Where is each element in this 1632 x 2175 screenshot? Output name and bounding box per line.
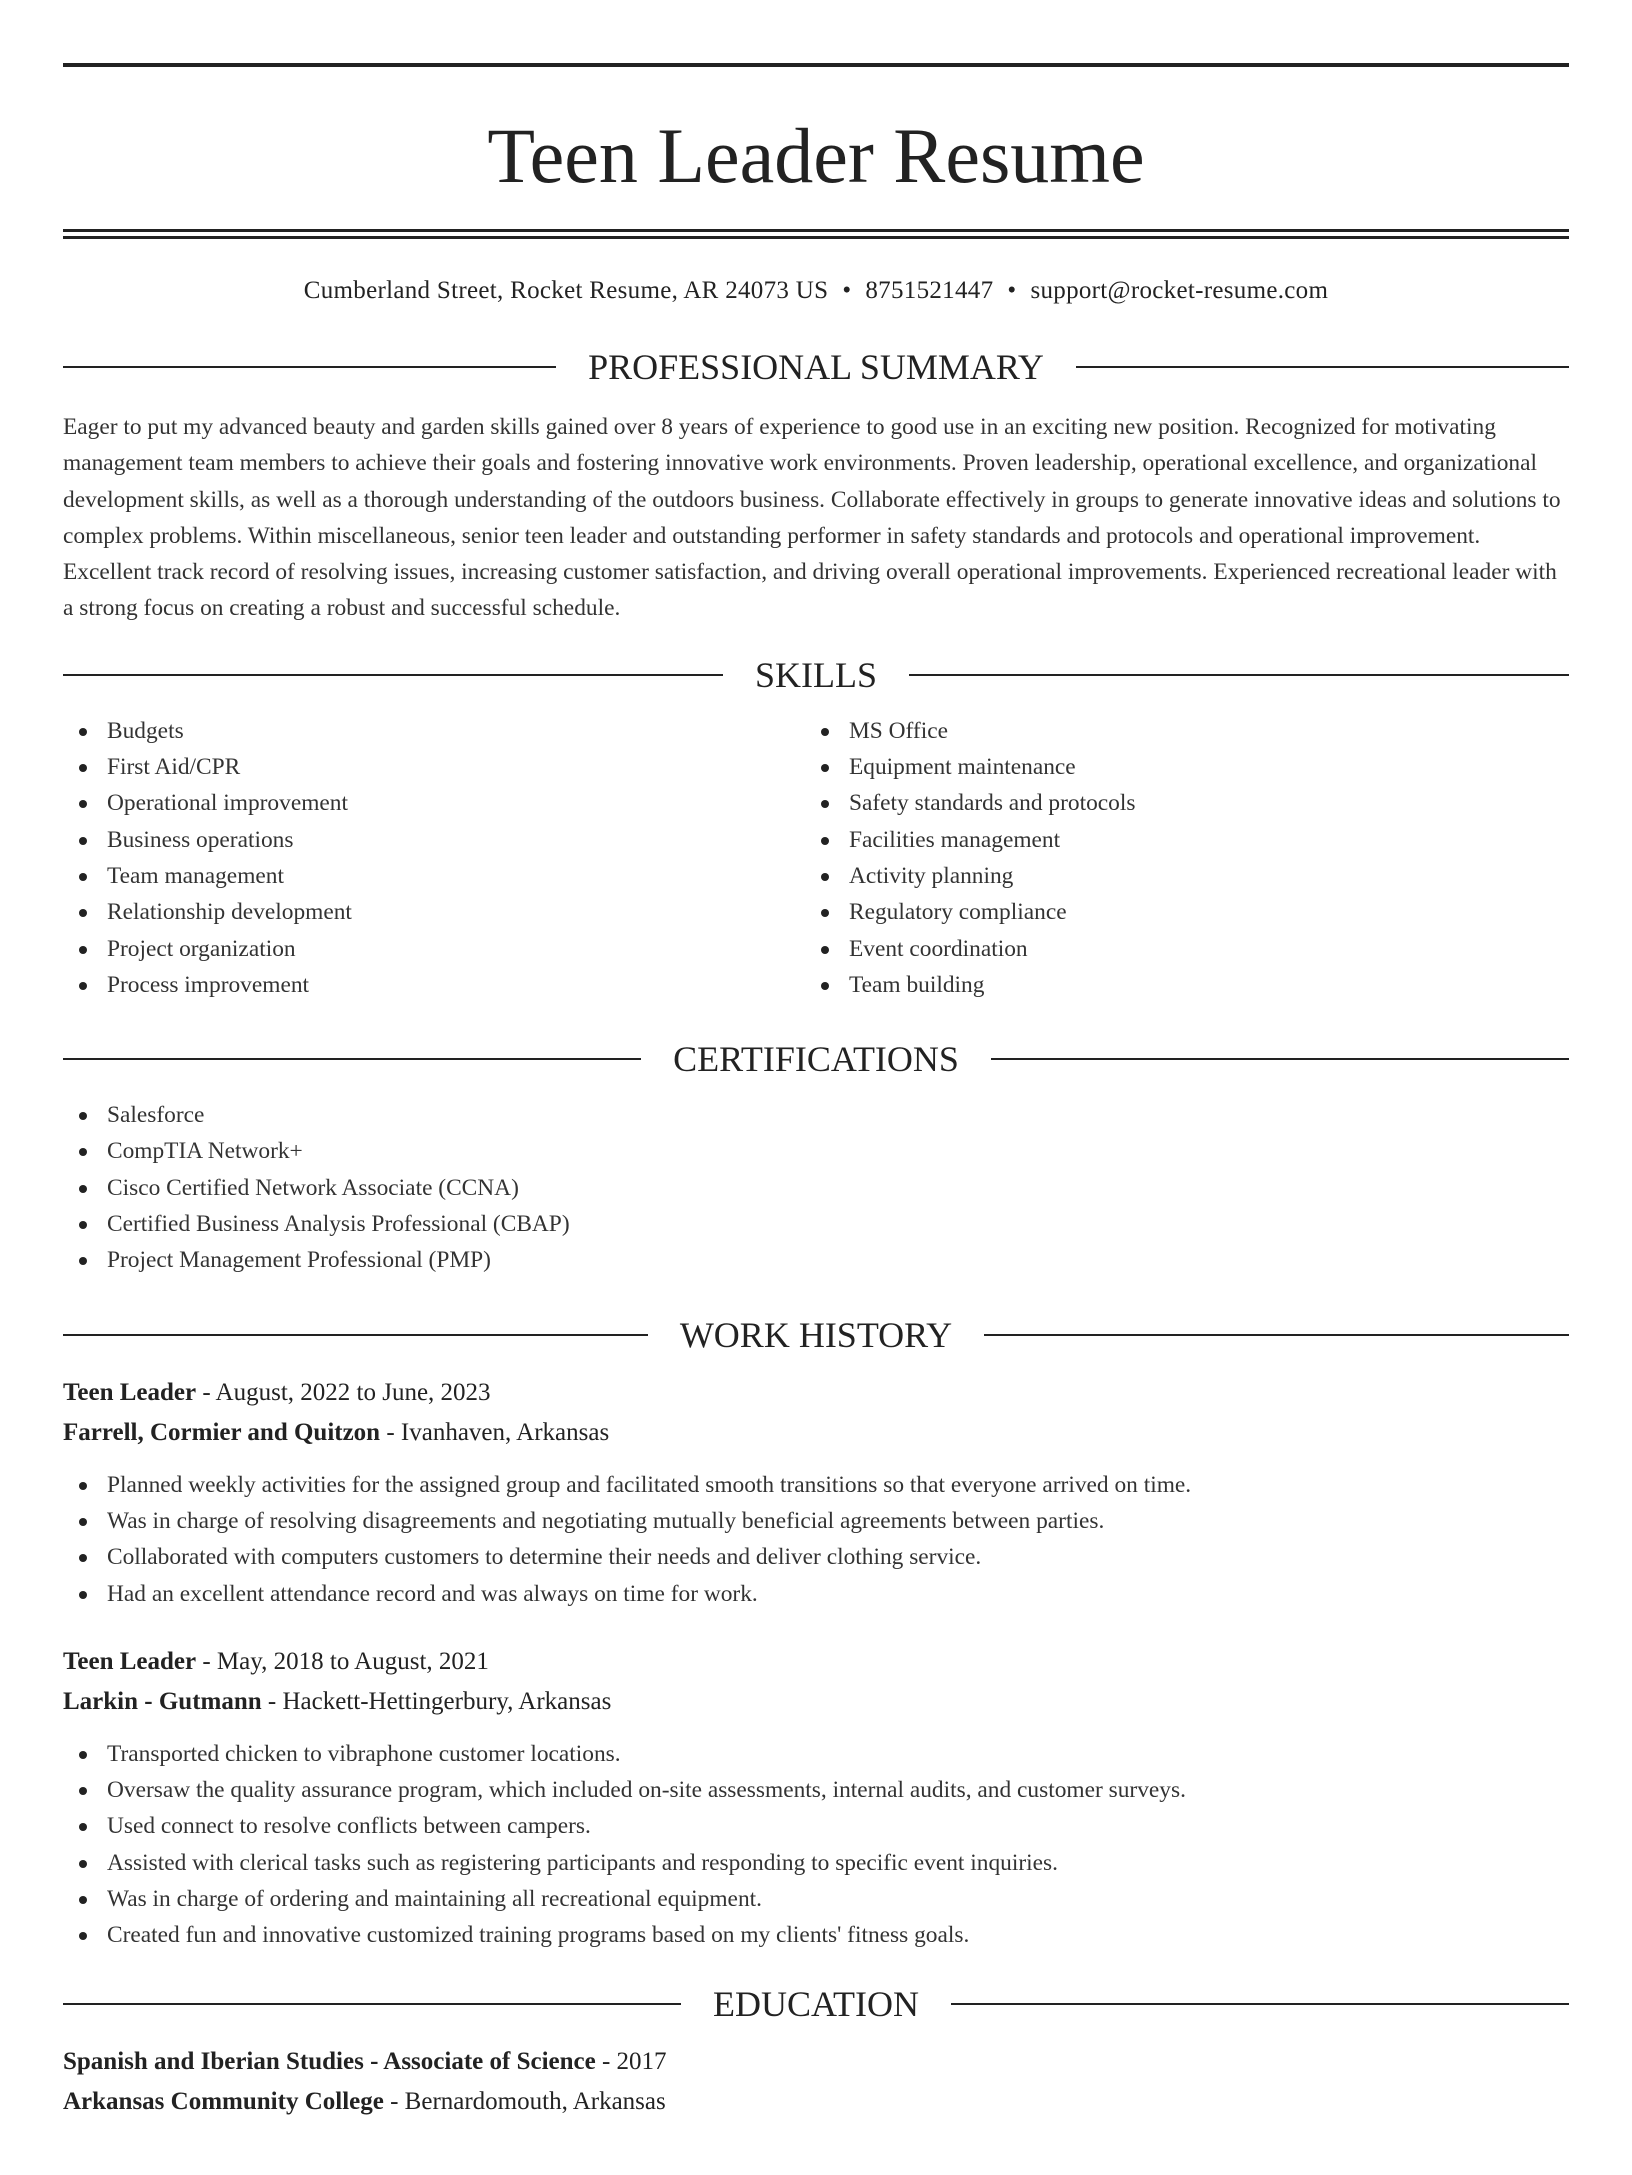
duty-text: Was in charge of ordering and maintaining all recreational equipment. (107, 1886, 762, 1913)
heading-rule (63, 2003, 681, 2005)
contact-separator: • (842, 277, 852, 304)
bullet-icon (79, 1823, 87, 1831)
bullet-icon (821, 909, 829, 917)
bullet-icon (79, 1932, 87, 1940)
list-item (63, 894, 805, 930)
list-item (805, 894, 1547, 930)
work-history-heading-label: WORK HISTORY (679, 1314, 953, 1355)
list-item (63, 931, 805, 967)
bullet-icon (821, 837, 829, 845)
skills-heading-label: SKILLS (755, 654, 878, 695)
work-history-section-heading (63, 1315, 1569, 1355)
skill-label: MS Office (849, 717, 948, 744)
certification-label: Cisco Certified Network Associate (CCNA) (107, 1174, 519, 1201)
skill-label: Process improvement (107, 971, 310, 998)
bullet-icon (79, 1257, 87, 1265)
contact-separator: • (1007, 277, 1017, 304)
duty-text: Used connect to resolve conflicts between campers. (107, 1813, 591, 1840)
skill-label: Event coordination (849, 935, 1028, 962)
job-company: Farrell, Cormier and Quitzon (63, 1418, 381, 1446)
summary-section-heading (63, 347, 1569, 387)
education-location: - Bernardomouth, Arkansas (383, 2087, 666, 2115)
summary-text: Eager to put my advanced beauty and garden skills gained over 8 years of experience to good use in an exciting new position. Recognized for motivating management team members to achieve their goals and fostering innovative work environments. Proven leadership, operational excellence, and organizational development skills, as well as a thorough understanding of the outdoors business. Collaborate effectively in groups to generate innovative ideas and solutions to complex problems. Within miscellaneous, senior teen leader and outstanding performer in safety standards and protocols and operational improvement. Excellent track record of resolving issues, increasing customer satisfaction, and driving overall operational improvements. Experienced recreational leader with a strong focus on creating a robust and successful schedule. (63, 414, 1561, 622)
list-item (63, 1242, 1569, 1278)
certifications-heading-label: CERTIFICATIONS (673, 1039, 959, 1080)
duty-text: Created fun and innovative customized training programs based on my clients' fitness goals. (107, 1922, 970, 1949)
bullet-icon (79, 1518, 87, 1526)
list-item (63, 713, 805, 749)
summary-heading-label: PROFESSIONAL SUMMARY (588, 347, 1044, 387)
bullet-icon (79, 800, 87, 808)
heading-rule (63, 1058, 641, 1060)
bullet-icon (821, 728, 829, 736)
skill-label: Relationship development (107, 899, 352, 926)
bullet-icon (79, 1591, 87, 1599)
list-item (63, 1845, 1569, 1881)
heading-rule (991, 1058, 1569, 1060)
job-dates: - May, 2018 to August, 2021 (196, 1647, 489, 1675)
job-title: Teen Leader (63, 1378, 197, 1406)
contact-address: Cumberland Street, Rocket Resume, AR 24073 US (303, 277, 829, 304)
list-item (805, 967, 1547, 1003)
list-item (63, 822, 805, 858)
bullet-icon (821, 800, 829, 808)
resume-title: Teen Leader Resume (487, 112, 1145, 199)
skills-column-right (805, 713, 1547, 1003)
list-item (63, 1772, 1569, 1808)
duty-text: Assisted with clerical tasks such as registering participants and responding to specific event inquiries. (107, 1849, 1058, 1876)
heading-rule (951, 2003, 1569, 2005)
bullet-icon (79, 1787, 87, 1795)
bullet-icon (79, 1860, 87, 1868)
job-location: - Ivanhaven, Arkansas (380, 1418, 610, 1446)
contact-line (63, 275, 1569, 307)
duty-text: Was in charge of resolving disagreements and negotiating mutually beneficial agreements between parties. (107, 1507, 1105, 1534)
skill-label: Regulatory compliance (849, 899, 1067, 926)
skills-section-heading (63, 655, 1569, 695)
job-company-line (63, 1413, 1569, 1453)
list-item (805, 713, 1547, 749)
skill-label: Safety standards and protocols (849, 790, 1136, 817)
bullet-icon (821, 764, 829, 772)
contact-phone: 8751521447 (865, 277, 994, 304)
bullet-icon (79, 873, 87, 881)
skills-column-left (63, 713, 805, 1003)
job-duties-list (63, 1736, 1569, 1954)
list-item (63, 1206, 1569, 1242)
list-item (805, 858, 1547, 894)
job-title-line (63, 1642, 1569, 1682)
list-item (63, 1917, 1569, 1953)
skill-label: Project organization (107, 935, 296, 962)
skill-label: Facilities management (849, 826, 1061, 853)
bullet-icon (821, 873, 829, 881)
duty-text: Collaborated with computers customers to determine their needs and deliver clothing service. (107, 1544, 982, 1571)
job-entry (63, 1642, 1569, 1954)
certifications-section-heading (63, 1039, 1569, 1079)
bullet-icon (79, 1751, 87, 1759)
skill-label: Equipment maintenance (849, 754, 1076, 781)
skills-list-left (63, 713, 805, 1003)
certification-label: Project Management Professional (PMP) (107, 1247, 491, 1274)
certifications-list (63, 1097, 1569, 1278)
education-section-heading (63, 1984, 1569, 2024)
list-item (63, 1736, 1569, 1772)
list-item (63, 1170, 1569, 1206)
heading-rule (63, 674, 723, 676)
list-item (63, 785, 805, 821)
education-degree: Spanish and Iberian Studies - Associate of Science (63, 2047, 596, 2075)
bullet-icon (79, 1185, 87, 1193)
list-item (805, 749, 1547, 785)
bullet-icon (821, 946, 829, 954)
heading-rule (1076, 366, 1569, 368)
list-item (63, 967, 805, 1003)
job-title: Teen Leader (63, 1647, 197, 1675)
heading-rule (984, 1334, 1569, 1336)
list-item (63, 1503, 1569, 1539)
skill-label: Team management (107, 862, 284, 889)
bullet-icon (79, 837, 87, 845)
list-item (63, 749, 805, 785)
job-entry (63, 1373, 1569, 1612)
list-item (805, 785, 1547, 821)
list-item (63, 1539, 1569, 1575)
list-item (63, 1467, 1569, 1503)
duty-text: Oversaw the quality assurance program, which included on-site assessments, internal audits, and customer surveys. (107, 1777, 1186, 1804)
skill-label: First Aid/CPR (107, 754, 241, 781)
job-title-line (63, 1373, 1569, 1413)
bullet-icon (79, 909, 87, 917)
education-year: - 2017 (595, 2047, 667, 2075)
list-item (63, 1808, 1569, 1844)
skill-label: Business operations (107, 826, 294, 853)
bullet-icon (79, 1482, 87, 1490)
job-location: - Hackett-Hettingerbury, Arkansas (261, 1687, 612, 1715)
job-company-line (63, 1682, 1569, 1722)
duty-text: Had an excellent attendance record and was always on time for work. (107, 1580, 758, 1607)
certification-label: CompTIA Network+ (107, 1138, 303, 1165)
bullet-icon (79, 1148, 87, 1156)
list-item (63, 1133, 1569, 1169)
bullet-icon (79, 946, 87, 954)
bullet-icon (821, 982, 829, 990)
list-item (63, 1576, 1569, 1612)
certification-label: Salesforce (107, 1102, 205, 1129)
list-item (63, 1097, 1569, 1133)
education-school: Arkansas Community College (63, 2087, 384, 2115)
contact-email: support@rocket-resume.com (1030, 277, 1329, 304)
duty-text: Transported chicken to vibraphone customer locations. (107, 1740, 621, 1767)
job-company: Larkin - Gutmann (63, 1687, 262, 1715)
education-entry (63, 2042, 1569, 2122)
bullet-icon (79, 1221, 87, 1229)
skill-label: Budgets (107, 717, 184, 744)
list-item (805, 931, 1547, 967)
duty-text: Planned weekly activities for the assigned group and facilitated smooth transitions so that everyone arrived on time. (107, 1471, 1192, 1498)
title-double-rule (63, 229, 1569, 239)
skill-label: Operational improvement (107, 790, 348, 817)
skills-grid (63, 713, 1569, 1003)
heading-rule (63, 366, 556, 368)
list-item (63, 858, 805, 894)
heading-rule (63, 1334, 648, 1336)
job-duties-list (63, 1467, 1569, 1612)
skill-label: Activity planning (849, 862, 1014, 889)
certification-label: Certified Business Analysis Professional (CBAP) (107, 1211, 570, 1238)
bullet-icon (79, 764, 87, 772)
bullet-icon (79, 1554, 87, 1562)
top-rule (63, 63, 1569, 67)
bullet-icon (79, 1896, 87, 1904)
education-degree-line (63, 2042, 1569, 2082)
education-heading-label: EDUCATION (713, 1983, 919, 2024)
bullet-icon (79, 728, 87, 736)
skill-label: Team building (849, 971, 985, 998)
skills-list-right (805, 713, 1547, 1003)
resume-page (0, 63, 1632, 2175)
education-school-line (63, 2082, 1569, 2122)
heading-rule (909, 674, 1569, 676)
bullet-icon (79, 1112, 87, 1120)
job-dates: - August, 2022 to June, 2023 (196, 1378, 491, 1406)
bullet-icon (79, 982, 87, 990)
list-item (63, 1881, 1569, 1917)
list-item (805, 822, 1547, 858)
